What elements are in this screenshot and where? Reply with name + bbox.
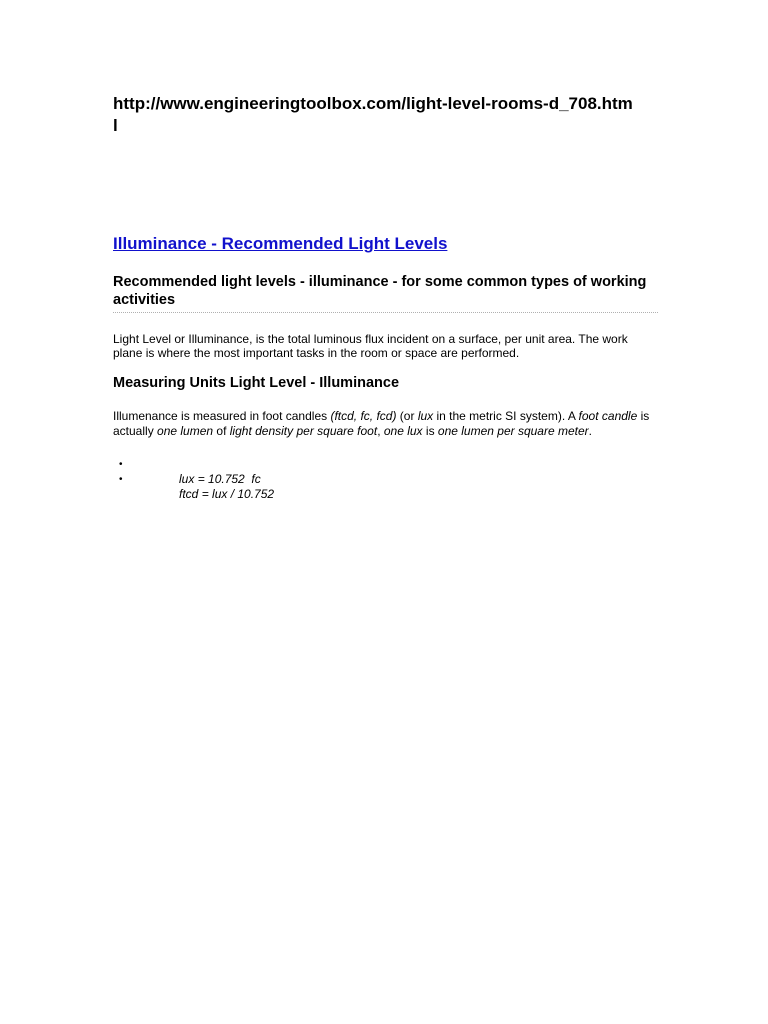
units-text-1: Illumenance is measured in foot candles — [113, 409, 331, 423]
units-one-lumen: one lumen — [157, 424, 214, 438]
units-lux: lux — [417, 409, 434, 423]
units-paragraph — [113, 409, 658, 439]
units-text-3: in the metric SI system). A — [433, 409, 579, 423]
bullet-icon: • — [119, 474, 123, 485]
formula-list — [113, 457, 275, 501]
list-item — [113, 457, 274, 486]
units-foot-candle: foot candle — [578, 409, 638, 423]
page-subtitle: Recommended light levels - illuminance - for some common types of working activities — [113, 274, 647, 308]
units-one-lux: one lux — [383, 424, 423, 438]
units-abbrev: (ftcd, fc, fcd) — [330, 409, 397, 423]
url-heading: http://www.engineeringtoolbox.com/light-level-rooms-d_708.html — [113, 94, 633, 135]
units-text-6: , — [377, 424, 384, 438]
units-light-density: light density per square foot — [229, 424, 378, 438]
units-lumen-per-sq-meter: one lumen per square meter — [437, 424, 589, 438]
section-heading-measuring-units: Measuring Units Light Level - Illuminance — [113, 375, 400, 391]
formula-ftcd: ftcd = lux / 10.752 — [179, 487, 275, 501]
dotted-divider — [113, 312, 658, 313]
units-text-7: is — [422, 424, 438, 438]
title-link[interactable]: Illuminance - Recommended Light Levels — [113, 234, 448, 253]
units-text-4: is actually — [113, 409, 650, 438]
intro-paragraph: Light Level or Illuminance, is the total luminous flux incident on a surface, per unit area. The work plane is where the most important tasks in the room or space are performed. — [113, 332, 628, 360]
bullet-icon: • — [119, 459, 123, 470]
list-item — [113, 472, 275, 501]
units-text-5: of — [213, 424, 230, 438]
units-text-8: . — [588, 424, 592, 438]
formula-lux: lux = 10.752 fc — [179, 472, 261, 486]
units-text-2: (or — [396, 409, 418, 423]
page-title — [113, 233, 447, 255]
